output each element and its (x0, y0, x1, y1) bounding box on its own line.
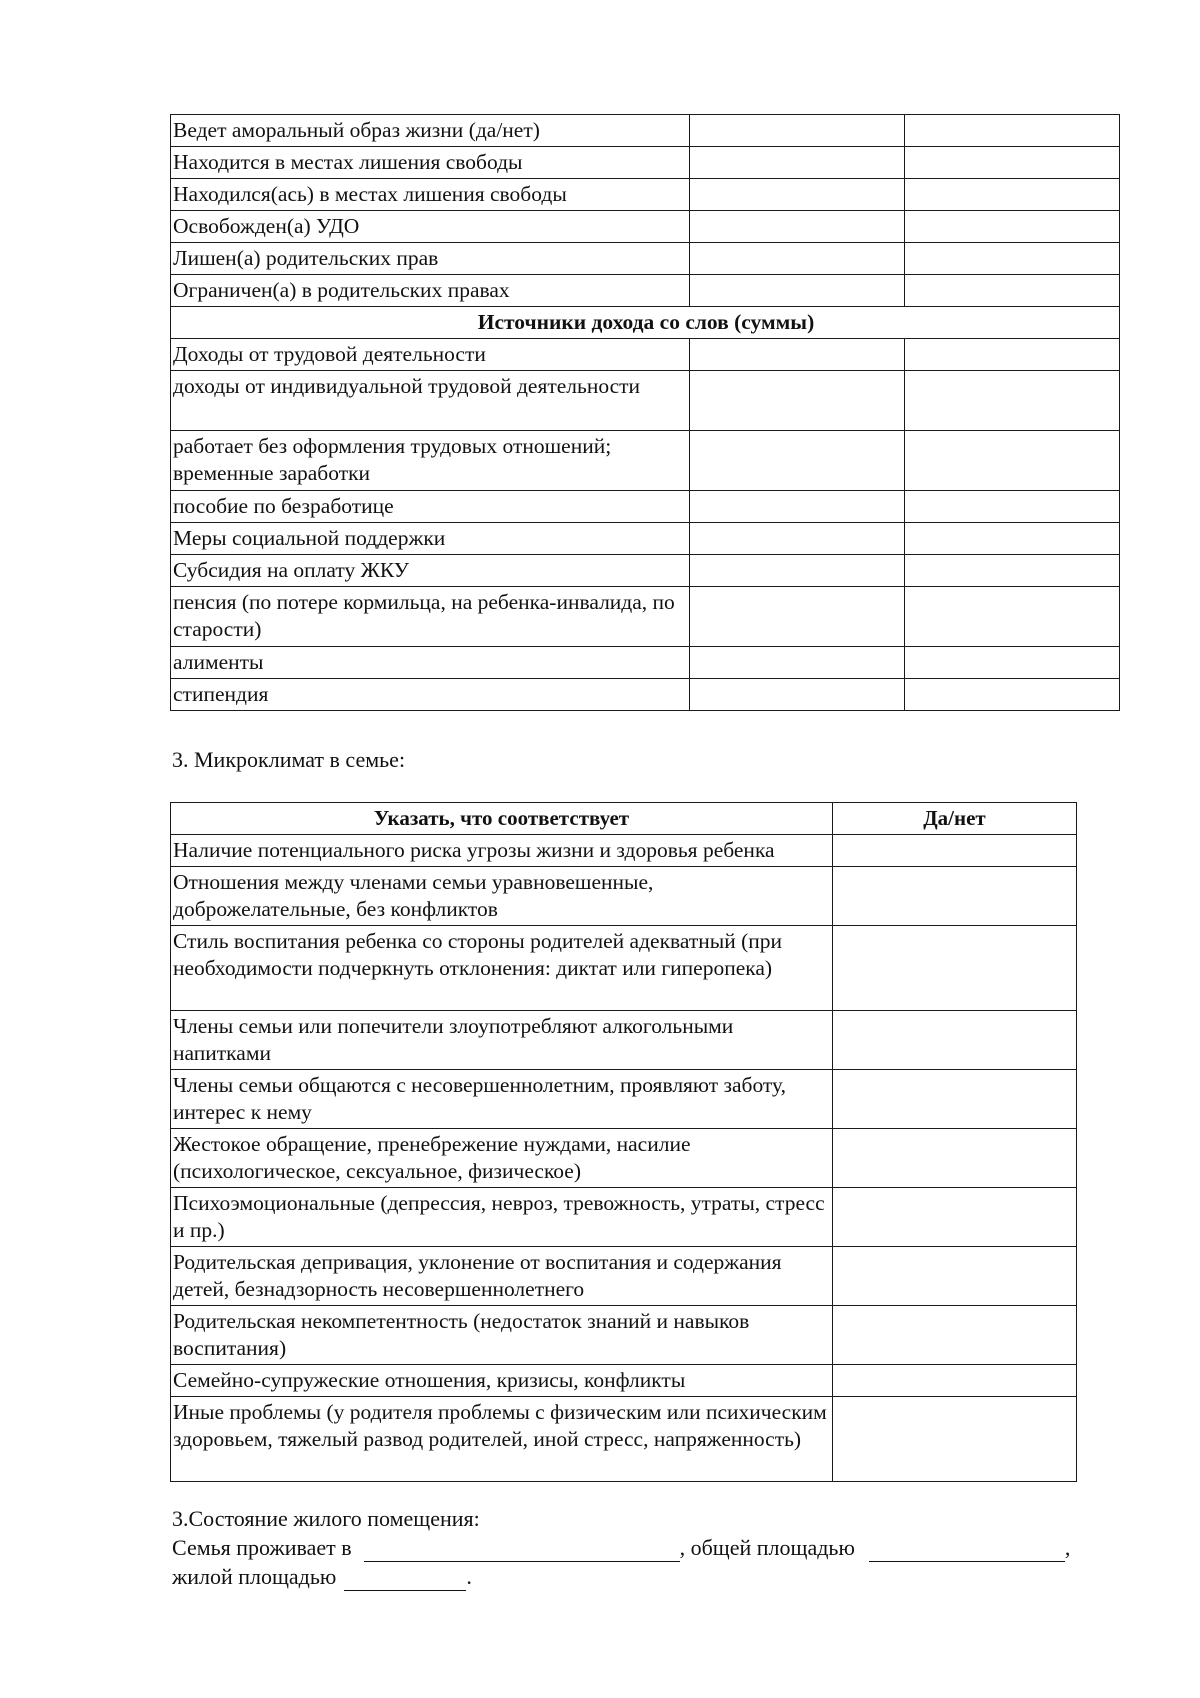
indicator-label: Жестокое обращение, пренебрежение нуждами, насилие (психологическое, сексуальное, физическое) (171, 1129, 833, 1188)
indicator-label: Члены семьи или попечители злоупотребляют алкогольными напитками (171, 1011, 833, 1070)
value-cell[interactable] (690, 555, 905, 587)
yes-no-cell[interactable] (833, 1129, 1077, 1188)
indicator-label: Родительская депривация, уклонение от воспитания и содержания детей, безнадзорность несовершеннолетнего (171, 1247, 833, 1306)
yes-no-cell[interactable] (833, 1070, 1077, 1129)
section-heading-housing: 3.Состояние жилого помещения: (172, 1506, 480, 1531)
indicator-label: Стиль воспитания ребенка со стороны родителей адекватный (при необходимости подчеркнуть отклонения: диктат или гиперопека) (171, 926, 833, 1011)
value-cell[interactable] (690, 115, 905, 147)
yes-no-cell[interactable] (833, 1247, 1077, 1306)
value-cell[interactable] (690, 431, 905, 491)
value-cell[interactable] (690, 523, 905, 555)
value-cell[interactable] (905, 371, 1120, 431)
value-cell[interactable] (905, 147, 1120, 179)
value-cell[interactable] (690, 243, 905, 275)
row-label: Доходы от трудовой деятельности (171, 339, 690, 371)
yes-no-cell[interactable] (833, 1306, 1077, 1365)
column-header-yes-no: Да/нет (833, 803, 1077, 835)
living-area-blank-field[interactable] (344, 1568, 466, 1591)
row-label: Лишен(а) родительских прав (171, 243, 690, 275)
value-cell[interactable] (905, 275, 1120, 307)
value-cell[interactable] (905, 431, 1120, 491)
value-cell[interactable] (905, 115, 1120, 147)
value-cell[interactable] (690, 647, 905, 679)
value-cell[interactable] (690, 179, 905, 211)
value-cell[interactable] (905, 647, 1120, 679)
value-cell[interactable] (905, 243, 1120, 275)
value-cell[interactable] (905, 339, 1120, 371)
value-cell[interactable] (905, 491, 1120, 523)
housing-text-total-area: , общей площадью (679, 1535, 855, 1560)
microclimate-table (170, 802, 1077, 1482)
indicator-label: Отношения между членами семьи уравновешенные, доброжелательные, без конфликтов (171, 867, 833, 926)
yes-no-cell[interactable] (833, 1365, 1077, 1397)
housing-text-living-area: жилой площадью (172, 1564, 337, 1589)
value-cell[interactable] (905, 179, 1120, 211)
yes-no-cell[interactable] (833, 926, 1077, 1011)
value-cell[interactable] (690, 339, 905, 371)
housing-section (172, 1504, 1120, 1591)
indicator-label: Наличие потенциального риска угрозы жизни и здоровья ребенка (171, 835, 833, 867)
value-cell[interactable] (690, 147, 905, 179)
value-cell[interactable] (690, 491, 905, 523)
yes-no-cell[interactable] (833, 1397, 1077, 1482)
indicator-label: Иные проблемы (у родителя проблемы с физическим или психическим здоровьем, тяжелый развод родителей, иной стресс, напряженность) (171, 1397, 833, 1482)
row-label: Освобожден(а) УДО (171, 211, 690, 243)
row-label: Ведет аморальный образ жизни (да/нет) (171, 115, 690, 147)
row-label: Ограничен(а) в родительских правах (171, 275, 690, 307)
row-label: Находился(ась) в местах лишения свободы (171, 179, 690, 211)
housing-text-period: . (466, 1564, 472, 1589)
indicator-label: Психоэмоциональные (депрессия, невроз, тревожность, утраты, стресс и пр.) (171, 1188, 833, 1247)
value-cell[interactable] (905, 211, 1120, 243)
housing-line-2 (172, 1562, 1120, 1591)
value-cell[interactable] (905, 555, 1120, 587)
value-cell[interactable] (905, 587, 1120, 647)
indicator-label: Семейно-супружеские отношения, кризисы, конфликты (171, 1365, 833, 1397)
yes-no-cell[interactable] (833, 1188, 1077, 1247)
row-label: работает без оформления трудовых отношений; временные заработки (171, 431, 690, 491)
indicator-label: Родительская некомпетентность (недостаток знаний и навыков воспитания) (171, 1306, 833, 1365)
value-cell[interactable] (690, 679, 905, 711)
row-label: Находится в местах лишения свободы (171, 147, 690, 179)
value-cell[interactable] (690, 275, 905, 307)
yes-no-cell[interactable] (833, 835, 1077, 867)
total-area-blank-field[interactable] (869, 1539, 1065, 1562)
row-label: алименты (171, 647, 690, 679)
housing-line-1 (172, 1533, 1120, 1562)
row-label: Субсидия на оплату ЖКУ (171, 555, 690, 587)
residence-blank-field[interactable] (364, 1539, 680, 1562)
column-header-indicator: Указать, что соответствует (171, 803, 833, 835)
value-cell[interactable] (690, 587, 905, 647)
income-section-title: Источники дохода со слов (суммы) (171, 307, 1120, 339)
housing-text-comma: , (1064, 1535, 1071, 1560)
row-label: пособие по безработице (171, 491, 690, 523)
value-cell[interactable] (690, 371, 905, 431)
family-info-table (170, 114, 1120, 711)
value-cell[interactable] (690, 211, 905, 243)
section-heading-microclimate: 3. Микроклимат в семье: (172, 747, 406, 772)
yes-no-cell[interactable] (833, 1011, 1077, 1070)
value-cell[interactable] (905, 523, 1120, 555)
value-cell[interactable] (905, 679, 1120, 711)
row-label: доходы от индивидуальной трудовой деятельности (171, 371, 690, 431)
row-label: пенсия (по потере кормильца, на ребенка-инвалида, по старости) (171, 587, 690, 647)
housing-text-lives-in: Семья проживает в (172, 1535, 352, 1560)
row-label: стипендия (171, 679, 690, 711)
row-label: Меры социальной поддержки (171, 523, 690, 555)
indicator-label: Члены семьи общаются с несовершеннолетним, проявляют заботу, интерес к нему (171, 1070, 833, 1129)
yes-no-cell[interactable] (833, 867, 1077, 926)
